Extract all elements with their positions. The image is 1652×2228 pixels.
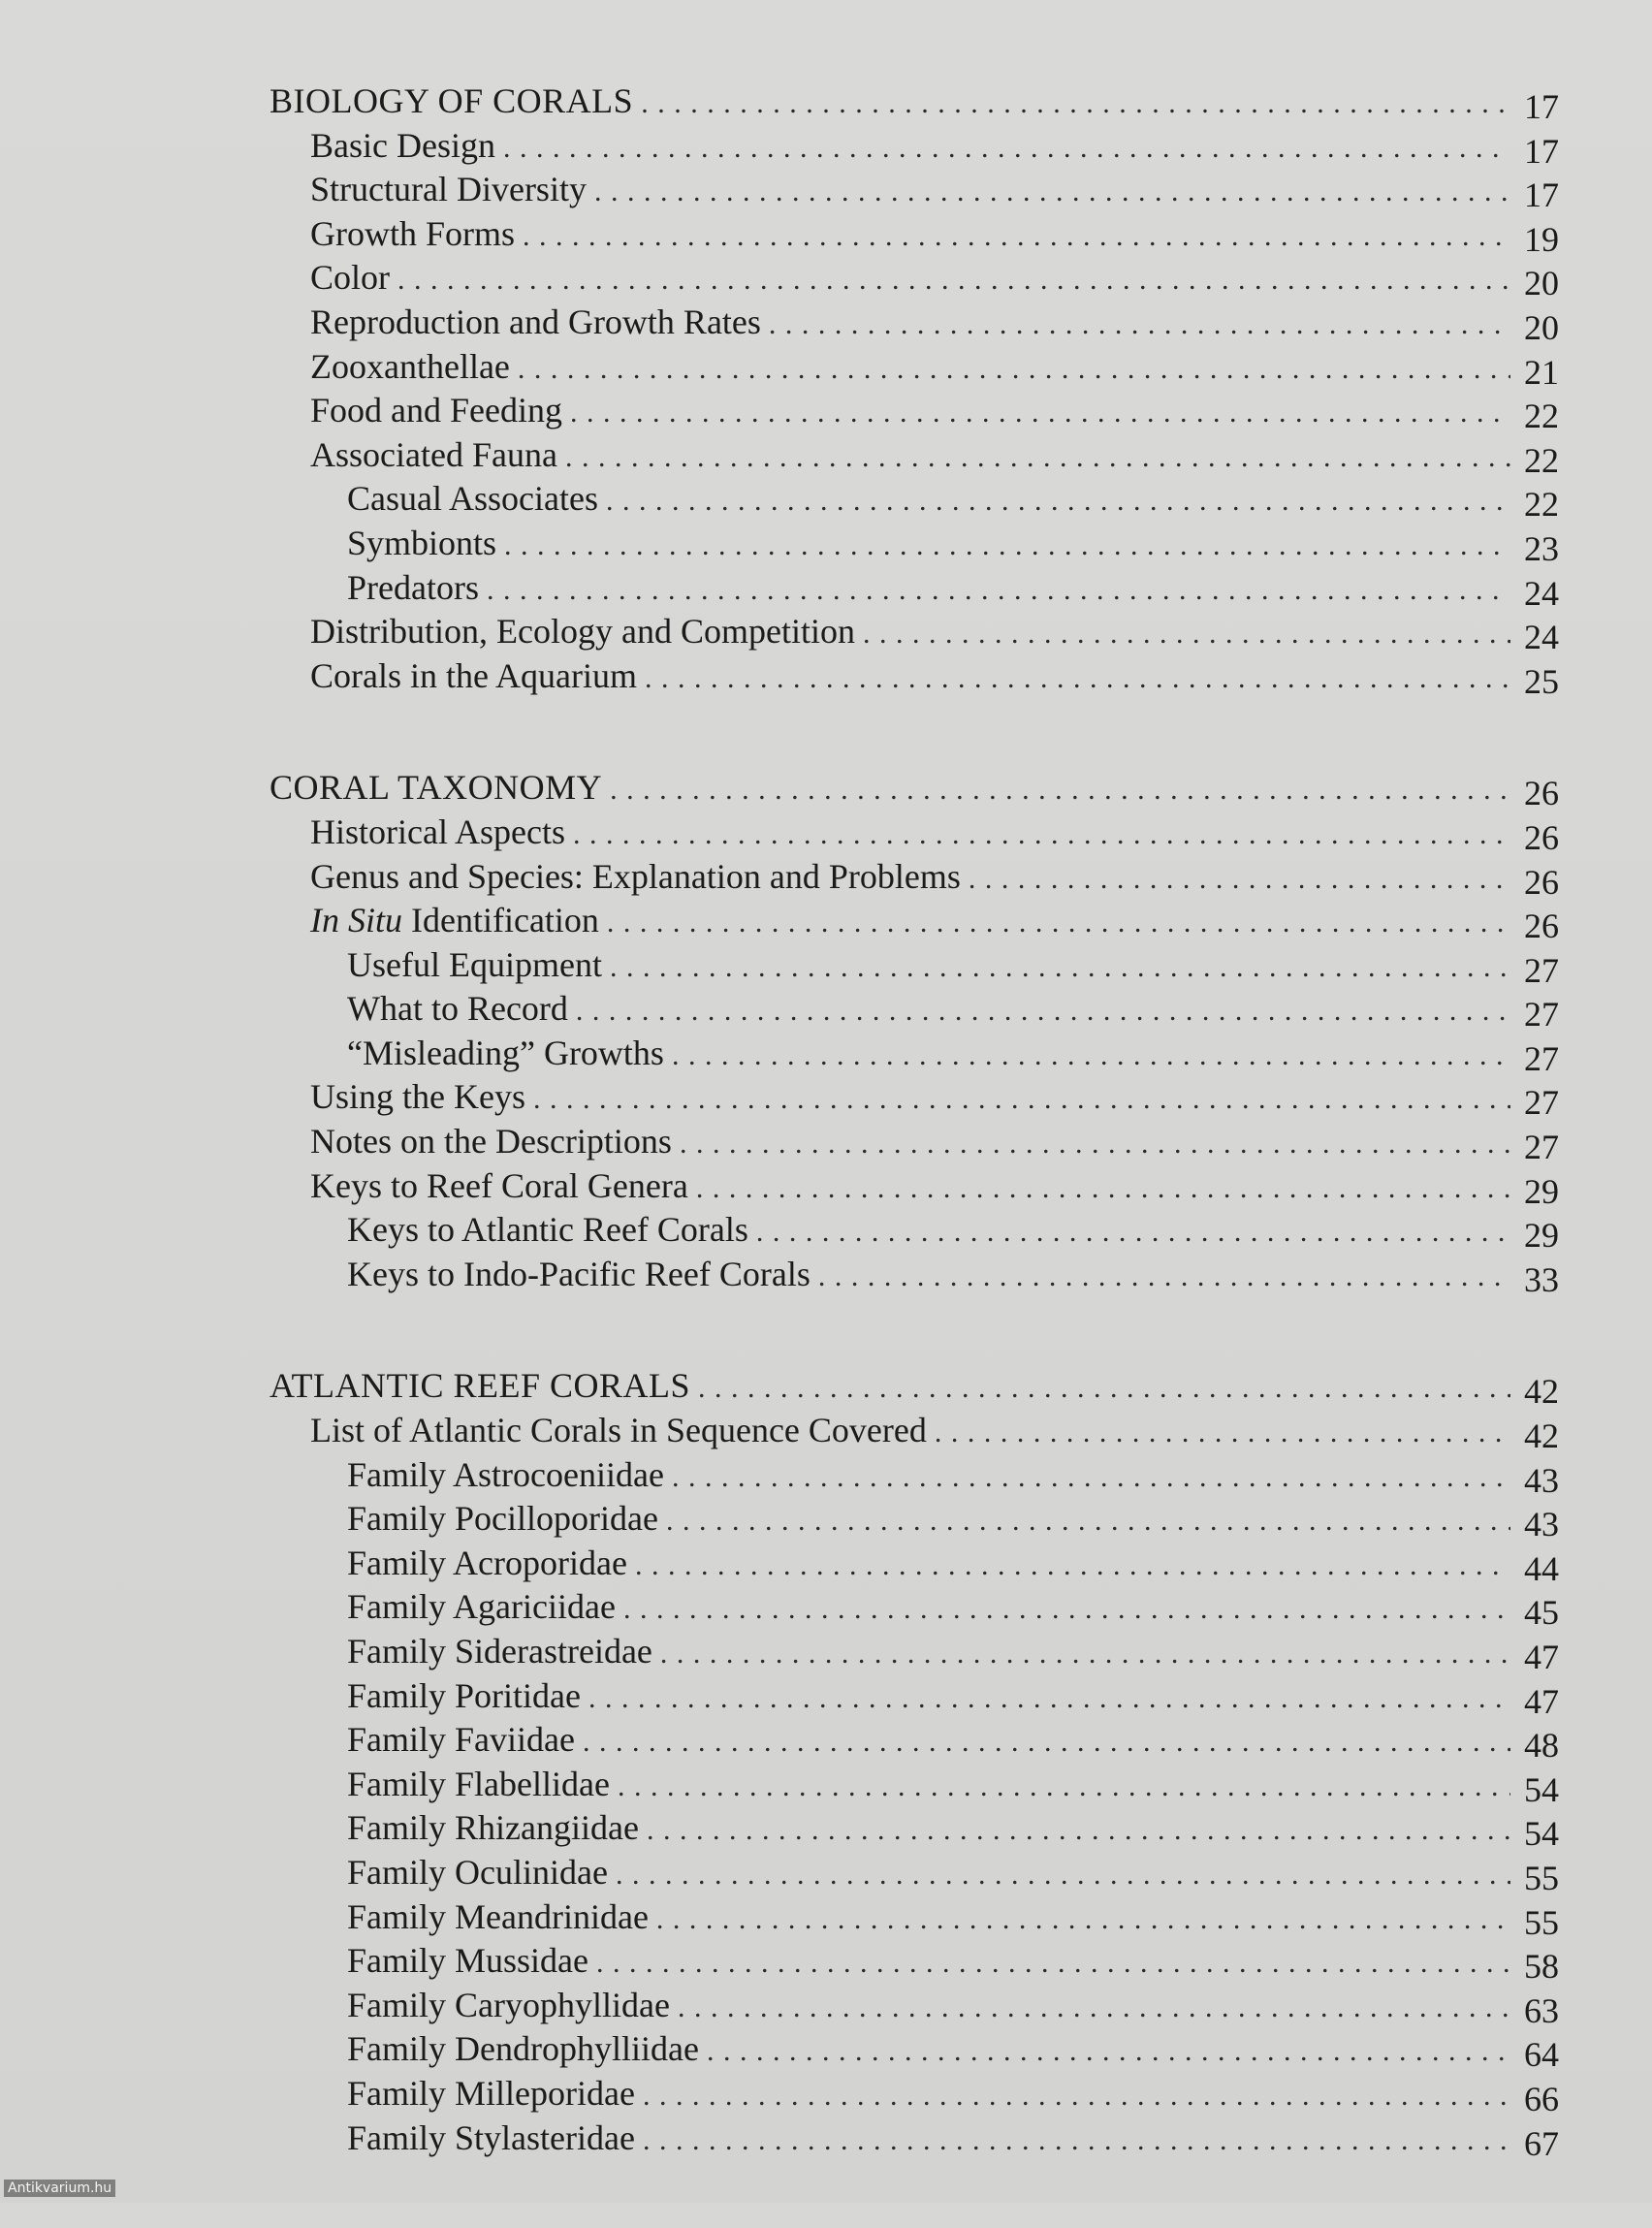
toc-page-number: 42 [1524,1372,1559,1412]
toc-section-heading [270,1364,1559,1412]
dot-leader [818,1255,1510,1299]
toc-entry-title: Family Meandrinidae [347,1896,649,1936]
toc-entry [270,1032,1559,1076]
toc-entry [270,2072,1559,2117]
toc-page-number: 66 [1524,2079,1559,2118]
toc-page-number: 19 [1524,219,1559,259]
dot-leader [610,768,1510,812]
toc-entry-title-rest: Identification [402,901,599,940]
dot-leader [607,901,1510,945]
toc-page-number: 20 [1524,264,1559,303]
dot-leader [672,1034,1510,1078]
toc-entry-title: Family Poritidae [347,1675,581,1715]
toc-section-taxonomy [270,766,1559,1299]
toc-entry [270,1806,1559,1854]
toc-entry [270,566,1559,611]
toc-page-number: 24 [1524,573,1559,613]
toc-page-number: 22 [1524,440,1559,480]
toc-entry [270,1630,1559,1674]
toc-entry [270,168,1559,215]
toc-page-number: 43 [1524,1460,1559,1500]
toc-entry-title: Family Dendrophylliidae [347,2029,699,2069]
dot-leader [698,1366,1510,1411]
toc-entry-title: Historical Aspects [310,812,565,851]
watermark: Antikvarium.hu [4,2180,115,2197]
toc-page-number: 47 [1524,1681,1559,1721]
toc-entry [270,1763,1559,1807]
toc-section-atlantic [270,1364,1559,2163]
toc-entry [270,301,1559,345]
dot-leader [643,2118,1510,2163]
toc-entry [270,1409,1559,1456]
toc-entry [270,610,1559,657]
toc-entry-title [310,899,599,943]
dot-leader [616,1853,1510,1897]
toc-page-number: 17 [1524,175,1559,215]
toc-entry-title: Corals in the Aquarium [310,655,637,695]
toc-page-number: 44 [1524,1548,1559,1588]
toc-page-number: 54 [1524,1814,1559,1854]
dot-leader [863,612,1510,656]
toc-entry [270,124,1559,169]
dot-leader [660,1632,1510,1676]
dot-leader [606,479,1510,524]
dot-leader [518,347,1510,392]
toc-entry-title: Associated Fauna [310,434,557,474]
toc-entry [270,1984,1559,2028]
toc-entry [270,1120,1559,1167]
toc-entry-title: Family Agariciidae [347,1587,616,1627]
toc-entry-title: Zooxanthellae [310,346,510,386]
dot-leader [680,1122,1510,1166]
dot-leader [969,857,1510,902]
dot-leader [618,1765,1510,1809]
dot-leader [503,126,1510,171]
toc-page-number: 64 [1524,2035,1559,2075]
dot-leader [573,812,1510,857]
toc-entry-title: List of Atlantic Corals in Sequence Covered [310,1411,927,1450]
toc-entry-title: ATLANTIC REEF CORALS [270,1366,691,1406]
toc-entry [270,987,1559,1032]
toc-entry-title: Notes on the Descriptions [310,1122,672,1162]
toc-entry [270,855,1559,900]
toc-page-number: 55 [1524,1902,1559,1942]
toc-page-number: 22 [1524,397,1559,436]
toc-page-number: 17 [1524,87,1559,126]
toc-entry [270,1208,1559,1256]
dot-leader [635,1544,1510,1588]
toc-entry-title: Growth Forms [310,213,516,253]
toc-entry-title: Genus and Species: Explanation and Problems [310,856,961,896]
toc-entry [270,811,1559,855]
toc-entry [270,1585,1559,1633]
toc-entry-title: Family Milleporidae [347,2073,635,2113]
toc-entry-title: Keys to Reef Coral Genera [310,1165,688,1205]
toc-entry-title: Keys to Atlantic Reef Corals [347,1210,748,1250]
dot-leader [504,524,1510,568]
dot-leader [935,1411,1510,1455]
toc-entry-title: Predators [347,567,479,607]
toc-entry-title: Food and Feeding [310,391,562,430]
toc-entry [270,1542,1559,1586]
toc-entry [270,1895,1559,1940]
toc-page-number: 54 [1524,1769,1559,1809]
toc-entry-title: Family Siderastreidae [347,1632,652,1671]
table-of-contents [270,80,1559,2228]
dot-leader [596,1941,1510,1986]
dot-leader [645,656,1510,701]
toc-entry-title: Structural Diversity [310,170,587,209]
toc-entry [270,1718,1559,1766]
toc-entry-title: Family Mussidae [347,1941,588,1981]
toc-entry-title: Family Stylasteridae [347,2117,635,2157]
toc-page-number: 48 [1524,1726,1559,1766]
toc-entry-title: What to Record [347,989,568,1029]
toc-entry-title: Family Oculinidae [347,1852,608,1892]
toc-entry-title: Family Pocilloporidae [347,1499,658,1539]
toc-page-number: 58 [1524,1947,1559,1987]
toc-page-number: 26 [1524,907,1559,946]
toc-page-number: 33 [1524,1259,1559,1299]
toc-entry [270,212,1559,257]
toc-page-number: 42 [1524,1416,1559,1456]
toc-entry-title: Family Flabellidae [347,1764,610,1803]
toc-page-number: 21 [1524,352,1559,392]
toc-entry [270,522,1559,566]
toc-page-number: 27 [1524,995,1559,1034]
dot-leader [641,81,1510,126]
dot-leader [576,989,1510,1034]
toc-entry [270,943,1559,988]
dot-leader [565,435,1510,480]
toc-entry-title: Useful Equipment [347,944,602,984]
toc-page-number: 29 [1524,1216,1559,1256]
dot-leader [672,1455,1510,1500]
toc-page-number: 27 [1524,950,1559,990]
dot-leader [523,214,1510,259]
toc-section-heading [270,766,1559,811]
toc-entry-title: Casual Associates [347,479,598,519]
dot-leader [678,1986,1510,2030]
toc-page-number: 26 [1524,774,1559,813]
toc-entry [270,1674,1559,1719]
toc-entry-title: Basic Design [310,125,495,165]
dot-leader [533,1077,1510,1122]
dot-leader [487,568,1510,613]
toc-page-number: 17 [1524,131,1559,171]
toc-page-number: 27 [1524,1128,1559,1167]
toc-page-number: 45 [1524,1593,1559,1633]
dot-leader [623,1587,1510,1632]
toc-section-biology [270,80,1559,701]
toc-page-number: 47 [1524,1638,1559,1676]
dot-leader [583,1720,1510,1765]
toc-entry [270,899,1559,946]
toc-page-number: 20 [1524,307,1559,347]
dot-leader [656,1897,1510,1942]
dot-leader [397,258,1510,302]
toc-page-number: 29 [1524,1171,1559,1211]
dot-leader [610,945,1510,990]
toc-entry [270,2117,1559,2161]
toc-entry-title: Symbionts [347,523,497,562]
toc-entry-title: Family Caryophyllidae [347,1985,670,2024]
toc-page-number: 23 [1524,528,1559,568]
toc-entry [270,1075,1559,1123]
toc-section-heading [270,80,1559,124]
toc-entry-title: BIOLOGY OF CORALS [270,81,634,120]
toc-page-number: 26 [1524,862,1559,902]
toc-entry [270,1253,1559,1297]
dot-leader [666,1499,1510,1544]
toc-entry-title: Family Astrocoeniidae [347,1454,664,1494]
dot-leader [756,1210,1510,1255]
toc-page-number: 22 [1524,485,1559,525]
toc-page-number: 43 [1524,1505,1559,1544]
toc-entry [270,256,1559,301]
toc-entry [270,654,1559,699]
toc-page-number: 55 [1524,1858,1559,1897]
toc-page-number: 27 [1524,1038,1559,1078]
dot-leader [647,1808,1510,1853]
toc-entry-title: Reproduction and Growth Rates [310,302,761,341]
toc-entry [270,389,1559,436]
dot-leader [707,2029,1510,2074]
toc-entry [270,433,1559,478]
toc-entry [270,2027,1559,2075]
dot-leader [769,302,1510,347]
toc-page-number: 25 [1524,661,1559,701]
toc-page-number: 67 [1524,2123,1559,2163]
toc-entry [270,1164,1559,1209]
toc-entry-title: “Misleading” Growths [347,1033,664,1072]
toc-entry-title: Family Rhizangiidae [347,1808,639,1848]
dot-leader [588,1676,1510,1721]
toc-entry-title: CORAL TAXONOMY [270,768,603,808]
dot-leader [696,1166,1510,1211]
toc-entry-title-italic: In Situ [310,901,402,940]
toc-page-number: 27 [1524,1083,1559,1123]
toc-entry-title: Keys to Indo-Pacific Reef Corals [347,1254,810,1293]
toc-entry-title: Family Faviidae [347,1720,575,1760]
toc-entry [270,1497,1559,1542]
toc-entry [270,477,1559,525]
toc-entry-title: Distribution, Ecology and Competition [310,612,855,652]
toc-entry [270,1939,1559,1987]
toc-entry-title: Using the Keys [310,1077,525,1117]
toc-page-number: 24 [1524,618,1559,657]
toc-entry [270,345,1559,390]
toc-page-number: 26 [1524,817,1559,857]
toc-entry-title: Color [310,258,391,298]
toc-entry-title: Family Acroporidae [347,1543,627,1582]
toc-entry [270,1453,1559,1498]
dot-leader [643,2074,1510,2118]
toc-entry [270,1851,1559,1895]
dot-leader [594,170,1510,214]
dot-leader [570,391,1510,435]
toc-page-number: 63 [1524,1990,1559,2030]
